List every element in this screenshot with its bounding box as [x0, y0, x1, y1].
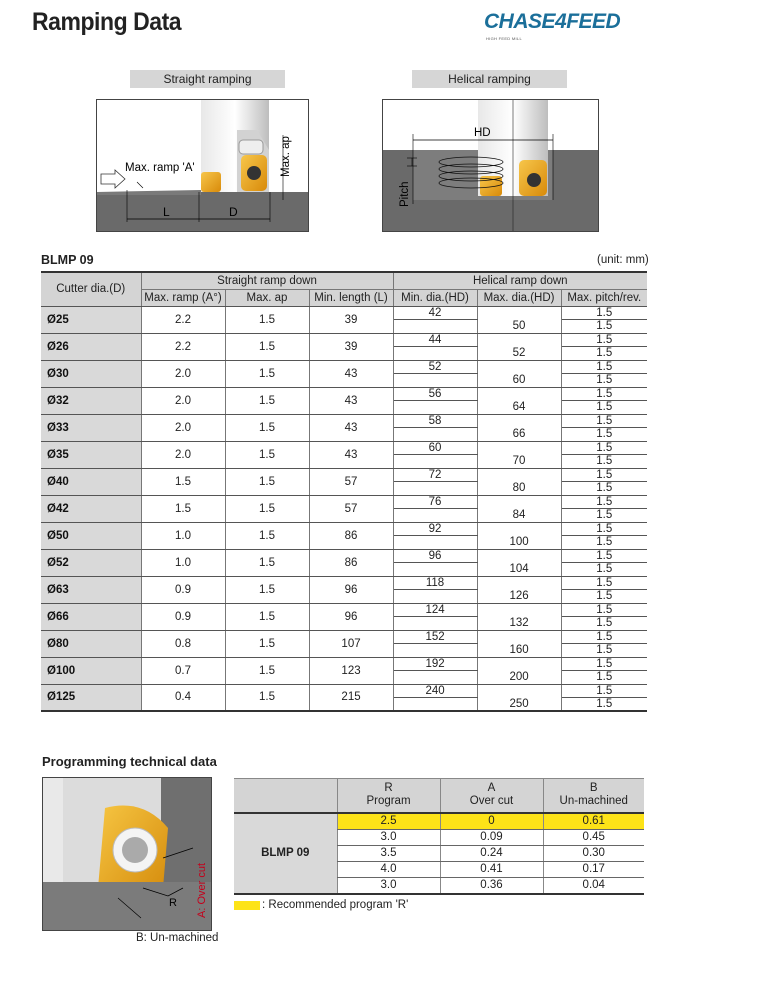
cell-max-hd-blank	[477, 603, 561, 617]
col-helical-ramp: Helical ramp down	[393, 272, 647, 289]
cell-min-length: 215	[309, 684, 393, 711]
cell-max-hd-blank	[477, 522, 561, 536]
ramp-row	[41, 522, 647, 536]
cell-max-ramp: 0.4	[141, 684, 225, 711]
cell-max-ramp: 1.5	[141, 495, 225, 522]
cell-min-hd-blank	[393, 455, 477, 469]
cell-cutter-dia: Ø35	[41, 441, 141, 468]
cell-cutter-dia: Ø100	[41, 657, 141, 684]
cell-cutter-dia: Ø66	[41, 603, 141, 630]
cell-min-length: 43	[309, 387, 393, 414]
cell-pitch-2: 1.5	[561, 482, 647, 496]
cell-min-hd: 96	[393, 549, 477, 563]
cell-min-hd-blank	[393, 671, 477, 685]
legend-text: : Recommended program 'R'	[262, 899, 409, 911]
cell-max-hd-blank	[477, 630, 561, 644]
cell-max-ap: 1.5	[225, 306, 309, 333]
cell-cutter-dia: Ø26	[41, 333, 141, 360]
cell-max-hd: 70	[477, 455, 561, 469]
cell-min-hd-blank	[393, 644, 477, 658]
cell-min-hd: 58	[393, 414, 477, 428]
cell-pitch-2: 1.5	[561, 671, 647, 685]
prog-cell-b: 0.61	[543, 813, 644, 830]
prog-header-r: R Program	[337, 779, 440, 813]
cell-pitch-1: 1.5	[561, 576, 647, 590]
cell-min-hd-blank	[393, 374, 477, 388]
ramp-row	[41, 333, 647, 347]
cell-min-length: 57	[309, 495, 393, 522]
cell-pitch-2: 1.5	[561, 455, 647, 469]
cell-pitch-1: 1.5	[561, 468, 647, 482]
ramp-row	[41, 576, 647, 590]
label-l: L	[163, 205, 170, 219]
cell-pitch-2: 1.5	[561, 374, 647, 388]
prog-cell-a: 0.36	[440, 877, 543, 894]
cell-pitch-2: 1.5	[561, 617, 647, 631]
ramp-row	[41, 414, 647, 428]
cell-max-hd: 200	[477, 671, 561, 685]
prog-cell-r: 2.5	[337, 813, 440, 830]
cell-min-hd-blank	[393, 617, 477, 631]
cell-min-hd-blank	[393, 347, 477, 361]
cell-max-hd: 250	[477, 698, 561, 712]
cell-min-hd: 118	[393, 576, 477, 590]
ramp-table-title: BLMP 09	[41, 253, 94, 267]
cell-max-ap: 1.5	[225, 522, 309, 549]
cell-max-hd: 66	[477, 428, 561, 442]
cell-min-hd: 60	[393, 441, 477, 455]
cell-pitch-1: 1.5	[561, 549, 647, 563]
cell-min-hd: 44	[393, 333, 477, 347]
cell-pitch-1: 1.5	[561, 333, 647, 347]
cell-min-hd-blank	[393, 320, 477, 334]
ramp-row	[41, 306, 647, 320]
ramp-row	[41, 387, 647, 401]
cell-max-hd: 64	[477, 401, 561, 415]
cell-max-ap: 1.5	[225, 684, 309, 711]
cell-min-hd: 124	[393, 603, 477, 617]
cell-max-hd: 60	[477, 374, 561, 388]
cell-pitch-2: 1.5	[561, 644, 647, 658]
logo-text: CHASE4FEED	[484, 10, 621, 33]
cell-max-hd-blank	[477, 387, 561, 401]
cell-pitch-1: 1.5	[561, 603, 647, 617]
col-max-ramp: Max. ramp (A°)	[141, 289, 225, 306]
cell-max-ap: 1.5	[225, 495, 309, 522]
cell-min-length: 57	[309, 468, 393, 495]
cell-min-length: 43	[309, 441, 393, 468]
cell-cutter-dia: Ø25	[41, 306, 141, 333]
cell-max-hd: 160	[477, 644, 561, 658]
prog-cell-r: 4.0	[337, 861, 440, 877]
cell-min-hd: 240	[393, 684, 477, 698]
prog-row	[234, 813, 644, 830]
cell-max-ap: 1.5	[225, 468, 309, 495]
cell-max-hd-blank	[477, 306, 561, 320]
cell-pitch-1: 1.5	[561, 414, 647, 428]
cell-max-ramp: 0.9	[141, 603, 225, 630]
ramp-row	[41, 495, 647, 509]
cell-max-ap: 1.5	[225, 576, 309, 603]
cell-max-ap: 1.5	[225, 414, 309, 441]
cell-pitch-2: 1.5	[561, 320, 647, 334]
cell-min-length: 96	[309, 576, 393, 603]
prog-cell-r: 3.0	[337, 829, 440, 845]
prog-cell-r: 3.5	[337, 845, 440, 861]
cell-cutter-dia: Ø42	[41, 495, 141, 522]
cell-cutter-dia: Ø52	[41, 549, 141, 576]
label-max-ap: Max. ap	[280, 136, 292, 177]
cell-min-hd: 56	[393, 387, 477, 401]
cell-pitch-1: 1.5	[561, 684, 647, 698]
brand-logo	[484, 10, 674, 44]
cell-pitch-2: 1.5	[561, 401, 647, 415]
straight-ramping-caption: Straight ramping	[130, 70, 285, 88]
prog-cell-b: 0.04	[543, 877, 644, 894]
prog-cell-a: 0.09	[440, 829, 543, 845]
cell-max-hd: 84	[477, 509, 561, 523]
cell-max-ramp: 2.0	[141, 387, 225, 414]
cell-min-length: 43	[309, 414, 393, 441]
cell-max-ap: 1.5	[225, 657, 309, 684]
programming-title: Programming technical data	[42, 754, 217, 769]
ramp-row	[41, 657, 647, 671]
cell-pitch-2: 1.5	[561, 509, 647, 523]
cell-cutter-dia: Ø80	[41, 630, 141, 657]
ramp-row	[41, 360, 647, 374]
cell-pitch-1: 1.5	[561, 495, 647, 509]
straight-ramping-diagram	[96, 99, 309, 232]
cell-max-ap: 1.5	[225, 387, 309, 414]
ramp-table	[41, 271, 647, 712]
cell-max-ramp: 2.0	[141, 414, 225, 441]
cell-max-hd-blank	[477, 414, 561, 428]
prog-cell-b: 0.45	[543, 829, 644, 845]
col-min-length: Min. length (L)	[309, 289, 393, 306]
legend-swatch	[234, 901, 260, 910]
label-d: D	[229, 205, 238, 219]
col-cutter-dia: Cutter dia.(D)	[41, 272, 141, 306]
cell-cutter-dia: Ø50	[41, 522, 141, 549]
cell-max-ramp: 0.7	[141, 657, 225, 684]
label-over-cut: A: Over cut	[196, 862, 208, 918]
label-un-machined: B: Un-machined	[136, 932, 219, 944]
cell-max-ramp: 2.0	[141, 441, 225, 468]
helical-ramping-caption: Helical ramping	[412, 70, 567, 88]
cell-min-length: 39	[309, 333, 393, 360]
cell-max-hd: 100	[477, 536, 561, 550]
prog-header-b: B Un-machined	[543, 779, 644, 813]
cell-min-hd: 76	[393, 495, 477, 509]
col-straight-ramp: Straight ramp down	[141, 272, 393, 289]
cell-max-ramp: 1.0	[141, 522, 225, 549]
prog-cell-a: 0.24	[440, 845, 543, 861]
col-max-dia: Max. dia.(HD)	[477, 289, 561, 306]
cell-cutter-dia: Ø125	[41, 684, 141, 711]
cell-cutter-dia: Ø40	[41, 468, 141, 495]
label-pitch: Pitch	[399, 181, 411, 207]
ramp-row	[41, 630, 647, 644]
cell-min-hd: 52	[393, 360, 477, 374]
cell-max-ramp: 0.8	[141, 630, 225, 657]
cell-min-hd-blank	[393, 509, 477, 523]
cell-max-hd: 52	[477, 347, 561, 361]
cell-min-hd: 92	[393, 522, 477, 536]
cell-max-hd-blank	[477, 333, 561, 347]
cell-pitch-2: 1.5	[561, 590, 647, 604]
cell-cutter-dia: Ø63	[41, 576, 141, 603]
ramp-row	[41, 684, 647, 698]
cell-max-ap: 1.5	[225, 333, 309, 360]
cell-pitch-1: 1.5	[561, 360, 647, 374]
cell-pitch-2: 1.5	[561, 428, 647, 442]
prog-insert-name: BLMP 09	[234, 813, 337, 894]
programming-diagram	[42, 777, 212, 931]
cell-max-ramp: 2.0	[141, 360, 225, 387]
cell-min-hd-blank	[393, 698, 477, 712]
cell-max-ap: 1.5	[225, 549, 309, 576]
ramp-row	[41, 603, 647, 617]
label-max-ramp: Max. ramp 'A'	[125, 162, 195, 174]
cell-pitch-1: 1.5	[561, 522, 647, 536]
cell-min-hd: 192	[393, 657, 477, 671]
ramp-row	[41, 468, 647, 482]
cell-min-hd-blank	[393, 590, 477, 604]
cell-pitch-1: 1.5	[561, 387, 647, 401]
cell-pitch-1: 1.5	[561, 630, 647, 644]
cell-min-hd-blank	[393, 536, 477, 550]
cell-max-ramp: 2.2	[141, 306, 225, 333]
prog-cell-r: 3.0	[337, 877, 440, 894]
page-title: Ramping Data	[32, 8, 182, 36]
cell-min-hd: 152	[393, 630, 477, 644]
cell-min-length: 107	[309, 630, 393, 657]
recommended-legend	[234, 899, 408, 911]
cell-max-hd-blank	[477, 657, 561, 671]
cell-min-length: 39	[309, 306, 393, 333]
cell-cutter-dia: Ø30	[41, 360, 141, 387]
cell-max-hd: 126	[477, 590, 561, 604]
ramp-table-unit: (unit: mm)	[597, 254, 649, 266]
cell-pitch-1: 1.5	[561, 657, 647, 671]
cell-max-hd-blank	[477, 468, 561, 482]
cell-max-hd: 104	[477, 563, 561, 577]
cell-pitch-2: 1.5	[561, 536, 647, 550]
ramp-row	[41, 441, 647, 455]
cell-min-hd-blank	[393, 428, 477, 442]
prog-header-a: A Over cut	[440, 779, 543, 813]
prog-cell-a: 0.41	[440, 861, 543, 877]
label-hd: HD	[474, 127, 491, 139]
prog-cell-b: 0.17	[543, 861, 644, 877]
cell-cutter-dia: Ø33	[41, 414, 141, 441]
cell-pitch-2: 1.5	[561, 563, 647, 577]
cell-max-ramp: 1.5	[141, 468, 225, 495]
col-max-ap: Max. ap	[225, 289, 309, 306]
cell-min-length: 43	[309, 360, 393, 387]
cell-min-hd-blank	[393, 401, 477, 415]
prog-header-blank	[234, 779, 337, 813]
cell-max-hd-blank	[477, 684, 561, 698]
cell-min-hd: 72	[393, 468, 477, 482]
programming-table	[234, 778, 644, 895]
cell-pitch-2: 1.5	[561, 347, 647, 361]
cell-min-hd-blank	[393, 563, 477, 577]
cell-pitch-1: 1.5	[561, 306, 647, 320]
cell-max-hd: 132	[477, 617, 561, 631]
col-max-pitch: Max. pitch/rev.	[561, 289, 647, 306]
cell-min-hd: 42	[393, 306, 477, 320]
logo-subtext: HIGH FEED MILL	[486, 36, 522, 41]
cell-min-length: 96	[309, 603, 393, 630]
cell-min-length: 86	[309, 549, 393, 576]
cell-max-ap: 1.5	[225, 441, 309, 468]
cell-max-ap: 1.5	[225, 603, 309, 630]
prog-cell-a: 0	[440, 813, 543, 830]
cell-pitch-1: 1.5	[561, 441, 647, 455]
helical-ramping-diagram	[382, 99, 599, 232]
cell-max-hd-blank	[477, 576, 561, 590]
cell-max-hd: 80	[477, 482, 561, 496]
cell-max-ramp: 0.9	[141, 576, 225, 603]
cell-max-hd-blank	[477, 360, 561, 374]
label-r: R	[169, 897, 177, 909]
cell-max-ap: 1.5	[225, 360, 309, 387]
cell-max-hd-blank	[477, 549, 561, 563]
ramp-row	[41, 549, 647, 563]
col-min-dia: Min. dia.(HD)	[393, 289, 477, 306]
prog-cell-b: 0.30	[543, 845, 644, 861]
cell-pitch-2: 1.5	[561, 698, 647, 712]
cell-max-hd-blank	[477, 495, 561, 509]
cell-min-length: 123	[309, 657, 393, 684]
cell-max-ramp: 2.2	[141, 333, 225, 360]
cell-min-hd-blank	[393, 482, 477, 496]
cell-max-hd: 50	[477, 320, 561, 334]
cell-cutter-dia: Ø32	[41, 387, 141, 414]
cell-min-length: 86	[309, 522, 393, 549]
cell-max-ap: 1.5	[225, 630, 309, 657]
cell-max-hd-blank	[477, 441, 561, 455]
cell-max-ramp: 1.0	[141, 549, 225, 576]
